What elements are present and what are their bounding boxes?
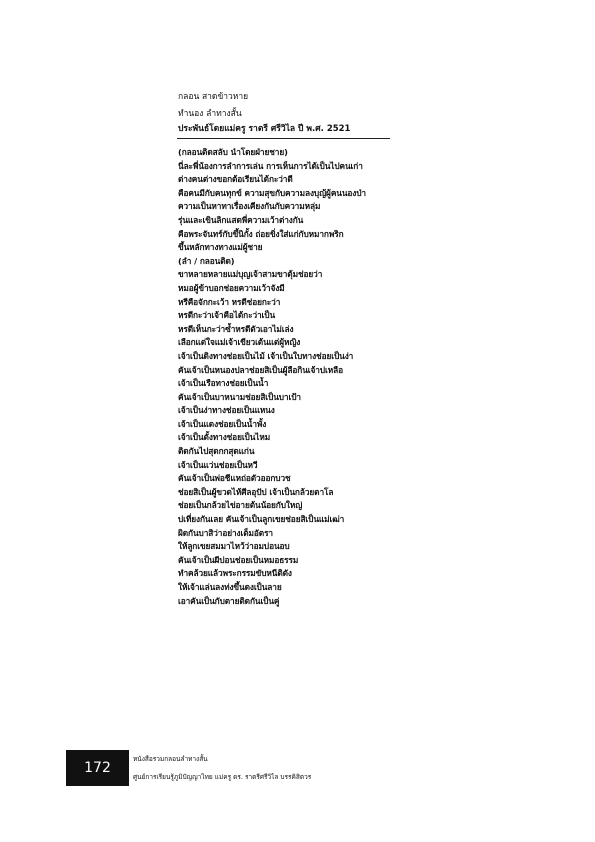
poem-line: บ่เที่ยงกันเลย คันเจ้าเป็นลูกเขยช่อยสิเป็นแม่เฒ่า xyxy=(178,514,345,525)
poem-line: หมอผู้ข้าบอกช่อยความเว้าจังมี xyxy=(178,282,285,293)
header-divider xyxy=(177,138,390,139)
poem-line: เจ้าเป็นง่าทางช่อยเป็นแหนง xyxy=(178,405,275,416)
poem-title: กลอน สาดข้าวหาย xyxy=(178,92,249,102)
poem-line: รุ่นและเขินลิกแสดพี่ความเว้าต่างกัน xyxy=(178,214,304,225)
page-number-box xyxy=(66,750,129,786)
poem-line: ขาหลายหลายแม่บุญเจ้าสามขาตุ้มช่อยว่า xyxy=(178,269,323,280)
page-number: 172 xyxy=(84,760,111,776)
poem-line: ต่างคนต่างขอกต้อเรียนได้กะว่าดี xyxy=(178,174,293,185)
poem-line: คือพระจันทร์กับขึ้นิกั้ง ถ่อยขิ่งใส่แก่กับหมากพริก xyxy=(178,228,344,239)
poem-line: เจ้าเป็นดิงทางช่อยเป็นไม้ เจ้าเป็นใบทางช่อยเป็นง่า xyxy=(178,350,354,361)
poem-line: เลือกแต่ใจแม่เจ้าเขียวเต้นแต่ผู้หญิง xyxy=(178,337,301,348)
poem-line: เจ้าเป็นเรือทางช่อยเป็นน้ำ xyxy=(178,378,269,389)
poem-body xyxy=(178,146,468,608)
poem-line: หรดีกะว่าเจ้าคือได้กะว่าเป็น xyxy=(178,310,276,321)
poem-line: ผิดกันบาสิว่าอย่างเต็มอัตรา xyxy=(178,527,273,538)
poem-line: ขึ้นหลักทางทางแม่ผู้ชาย xyxy=(178,242,263,253)
poem-line: (กลอนติดสลับ นำโดยฝ่ายชาย) xyxy=(178,147,288,157)
poem-line: เอาคันเป็นกับตายติดกันเป็นคู่ xyxy=(178,595,280,606)
poem-line: คือคนมีกับคนทุกข์ ความสุขกับความลงบุญ้ผู้คนนองป่า xyxy=(178,187,366,198)
poem-line: คันเจ้าเป็นบาหนามช่อยสิเป็นบาเป้า xyxy=(178,391,301,402)
poem-line: ให้ลูกเขยสมมาไหว้ว่าอมบ่อนอบ xyxy=(178,541,290,552)
poem-line: ความเป็นหาทาเรื่องเคียงกันกับความหลุ่ม xyxy=(178,201,321,212)
poem-line: คันเจ้าเป็นผีบ่อนช่อยเป็นหมอธรรม xyxy=(178,554,299,565)
poem-line: คันเจ้าเป็นหนองปลาช่อยสิเป็นผู้ลือกินเจ้าบ่เหลือ xyxy=(178,364,343,375)
poem-line: ทำคล้วยแล้วพระกรรมขับหนีติดัง xyxy=(178,568,292,579)
melody-line: ทำนอง ลำทางสั้น xyxy=(178,109,242,119)
poem-line: เจ้าเป็นตั้งทางช่อยเป็นไหม xyxy=(178,432,271,443)
poem-line: ช่อยเป็นกล้วยไข่อายต้นน้อยกับใหญ่ xyxy=(178,500,303,511)
author-line: ประพันธ์โดยแม่ครู ราตรี ศรีวิไล ปี พ.ศ. 2521 xyxy=(178,124,351,134)
poem-line: เจ้าเป็นแดงช่อยเป็นน้ำพั้ง xyxy=(178,418,267,429)
footer-publisher: ศูนย์การเรียนรู้ภูมิปัญญาไทย แม่ครู ดร. ราตรีศรีวิไล บรรคิสิตวร xyxy=(133,773,312,781)
poem-line: เจ้าเป็นแว่นช่อยเป็นหวี xyxy=(178,459,258,470)
poem-line: ติดกันไปสุดกกสุดแก่น xyxy=(178,446,255,457)
footer-book-title: หนังสือรวมกลอนลำทางสั้น xyxy=(133,755,208,763)
poem-line: ให้เจ้าแล่นลงท่งขึ้นดงเป็นลาย xyxy=(178,582,282,592)
poem-line: นี่ละพี่น้องการลำการเล่น การเห็นการได้เป็นไปคนเก่า xyxy=(178,160,363,171)
poem-line: หรดีเห็นกะว่าซ้ำหรดีตัวเอาไม่เล่ง xyxy=(178,323,294,334)
poem-line: (ลำ / กลอนติด) xyxy=(178,255,235,266)
poem-line: ช่อยสิเป็นผู้ขวดไห้ศีลอุปัป เจ้าเป็นกล้วยตาโล xyxy=(178,486,334,497)
poem-line: คันเจ้าเป็นพ่อชีแหถ่อตัวออกบวช xyxy=(178,473,291,484)
poem-line: หรีคือจักกะเว้า หรดีช่อยกะว่า xyxy=(178,296,281,307)
